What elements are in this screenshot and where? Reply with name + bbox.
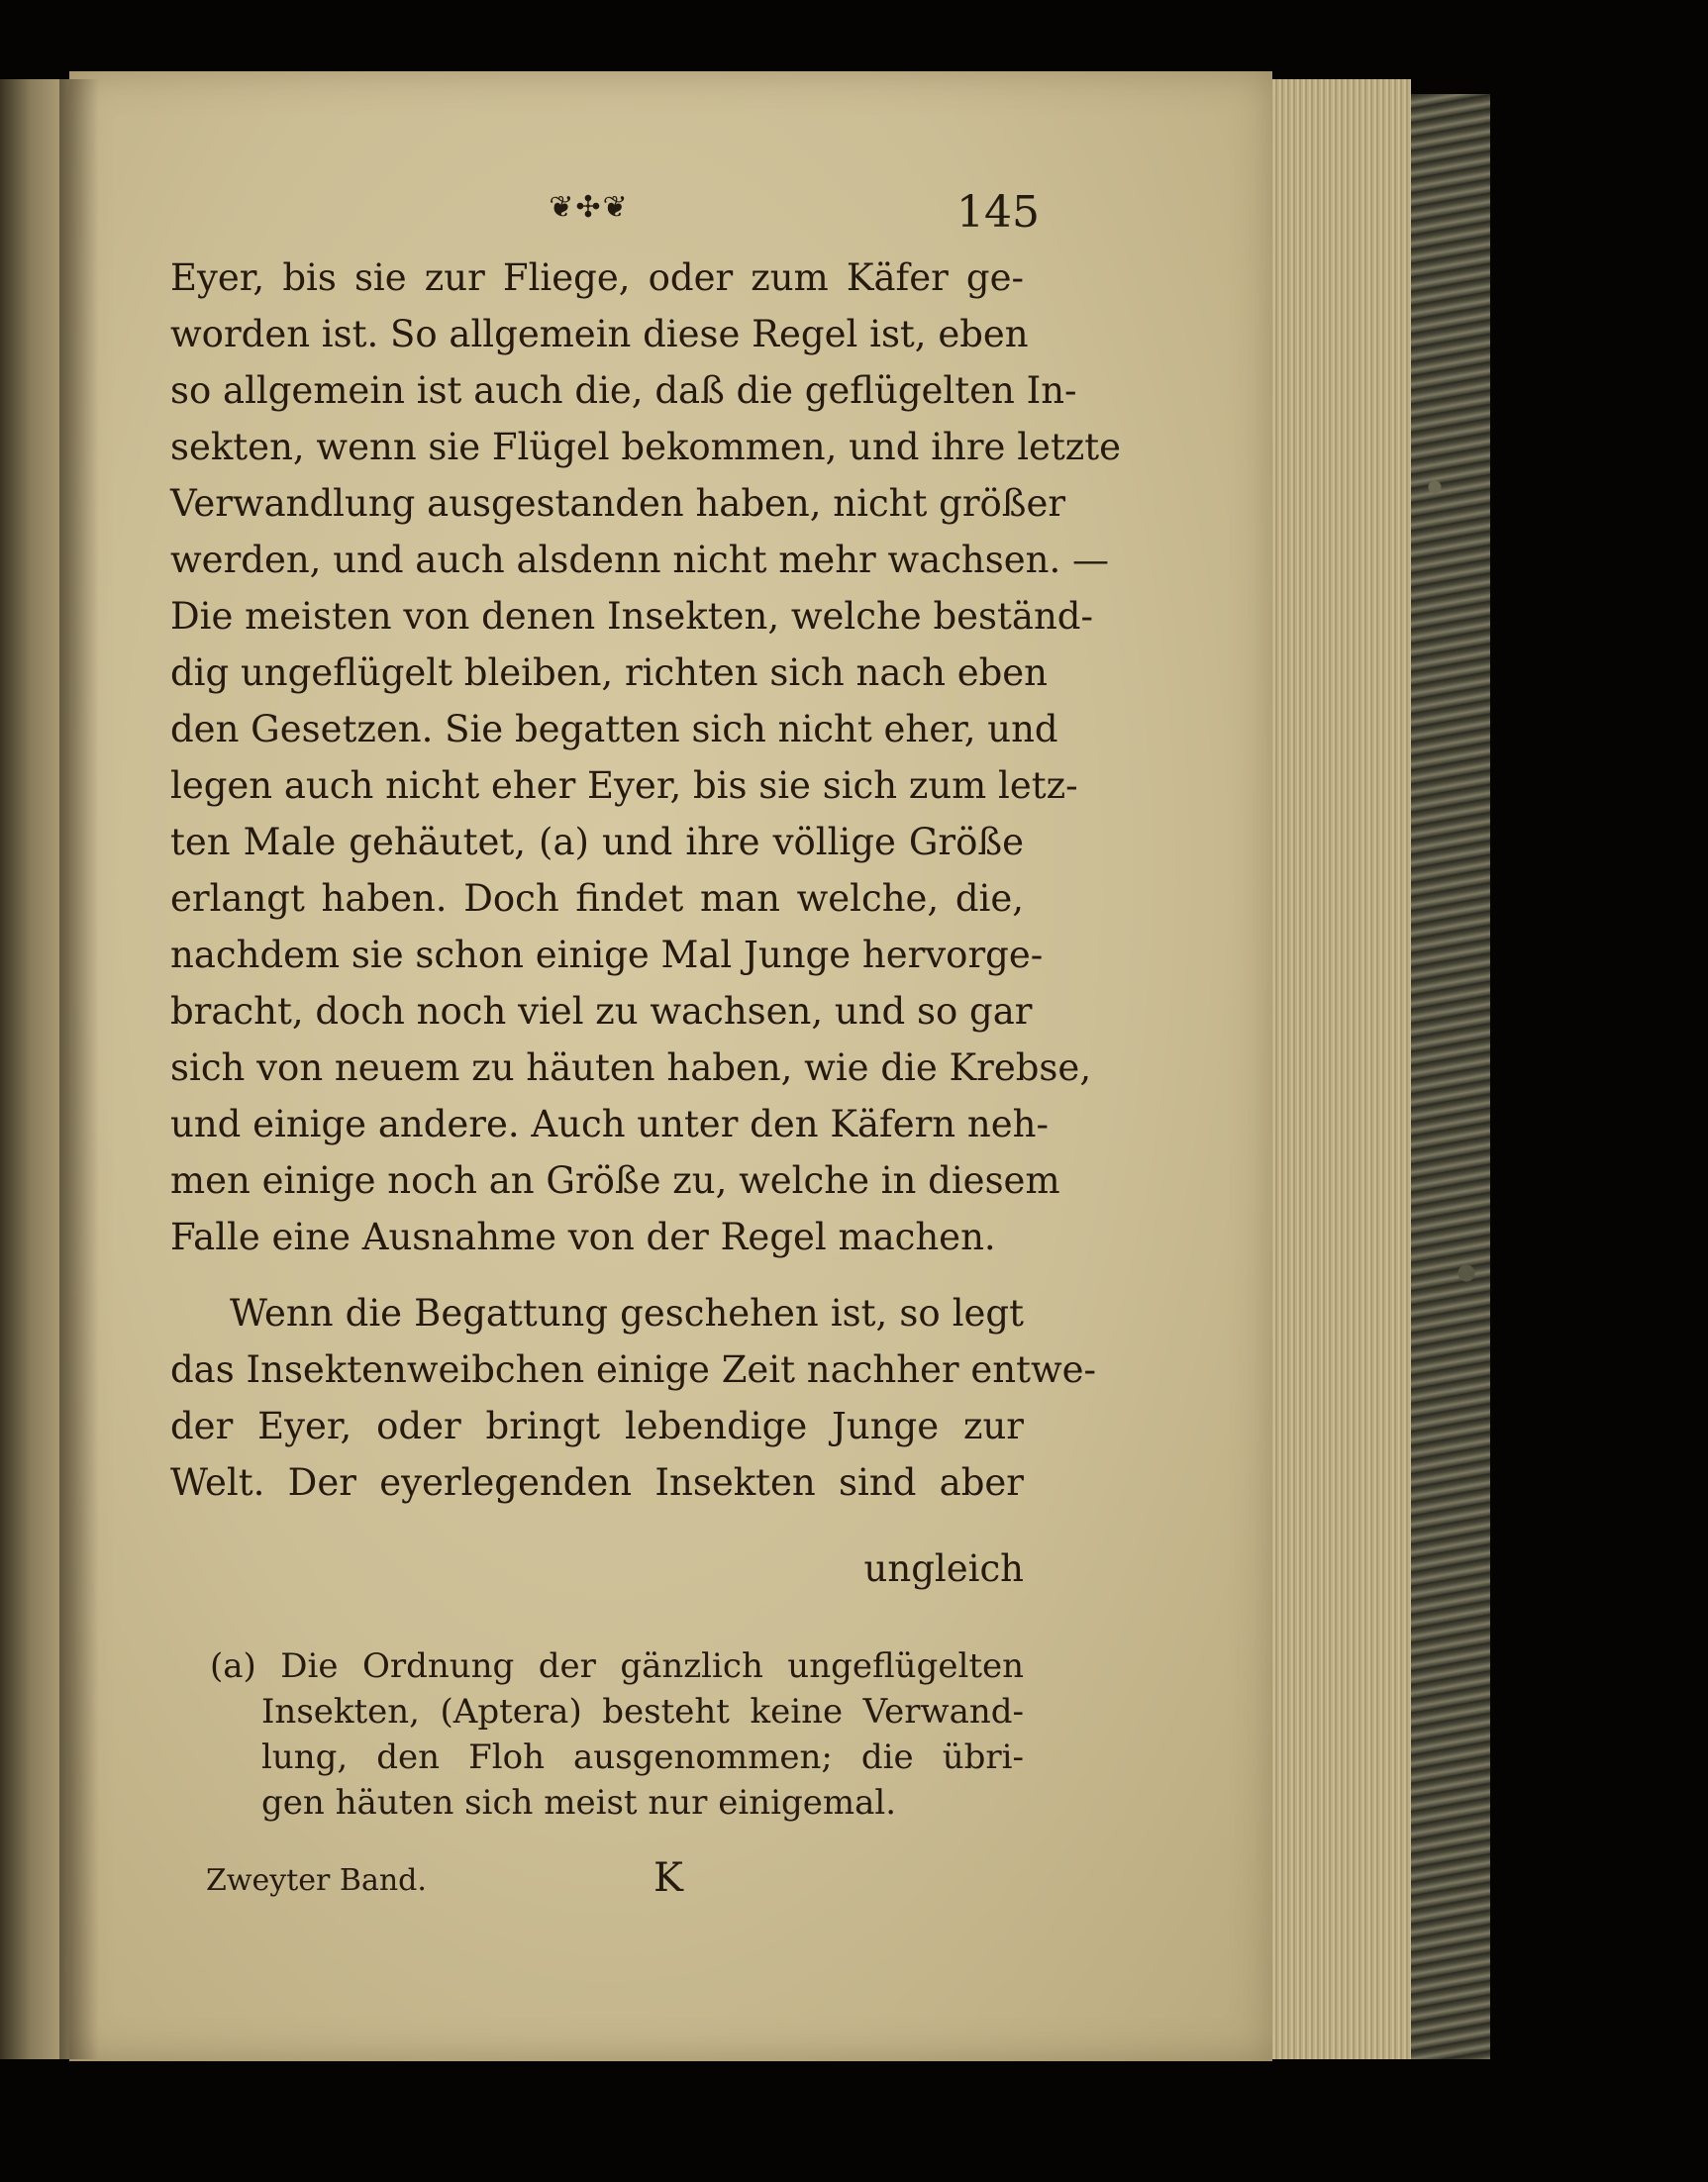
text-line: dig ungeflügelt bleiben, richten sich nach eben (170, 651, 1049, 694)
footnote-line: Insekten, (Aptera) besteht keine Verwand- (261, 1692, 1024, 1732)
text-line: der Eyer, oder bringt lebendige Junge zur (170, 1405, 1024, 1447)
footnote-line: lung, den Floh ausgenommen; die übri- (261, 1737, 1024, 1777)
text-line: Wenn die Begattung geschehen ist, so legt (230, 1292, 1024, 1335)
catchword: ungleich (863, 1547, 1024, 1590)
main-text-block (170, 249, 1122, 1511)
footnote-line: gen häuten sich meist nur einigemal. (261, 1783, 897, 1823)
text-line: und einige andere. Auch unter den Käfern neh- (170, 1103, 1049, 1145)
text-line: legen auch nicht eher Eyer, bis sie sich zum letz- (170, 764, 1078, 807)
text-line: men einige noch an Größe zu, welche in diesem (170, 1159, 1060, 1202)
text-line: den Gesetzen. Sie begatten sich nicht eher, und (170, 708, 1058, 750)
text-line: ten Male gehäutet, (a) und ihre völlige Größe (170, 821, 1024, 863)
text-line: Falle eine Ausnahme von der Regel machen. (170, 1216, 996, 1258)
volume-signature: Zweyter Band. (206, 1863, 427, 1898)
text-line: Die meisten von denen Insekten, welche beständ- (170, 595, 1093, 638)
paragraph-gap (170, 1265, 1024, 1285)
header-ornament: ❦✣❦ (549, 190, 630, 225)
page-edges-stack (1272, 79, 1411, 2059)
signature-mark: K (653, 1855, 683, 1901)
marbled-cover (1411, 94, 1490, 2059)
text-line: nachdem sie schon einige Mal Junge hervorge- (170, 934, 1044, 976)
footnote (210, 1643, 1024, 1826)
text-line: erlangt haben. Doch findet man welche, die, (170, 877, 1024, 920)
text-line: werden, und auch alsdenn nicht mehr wachsen. — (170, 539, 1109, 581)
text-line: so allgemein ist auch die, daß die geflügelten In- (170, 369, 1077, 412)
text-line: bracht, doch noch viel zu wachsen, und so gar (170, 990, 1033, 1033)
footnote-line: (a) Die Ordnung der gänzlich ungeflügelten (210, 1646, 1024, 1686)
gutter-shadow (59, 79, 99, 2059)
page-number: 145 (956, 187, 1040, 238)
text-line: worden ist. So allgemein diese Regel ist, eben (170, 313, 1029, 355)
text-line: Eyer, bis sie zur Fliege, oder zum Käfer ge- (170, 256, 1024, 299)
text-line: Verwandlung ausgestanden haben, nicht größer (170, 482, 1066, 525)
text-line: sekten, wenn sie Flügel bekommen, und ihre letzte (170, 426, 1122, 468)
text-line: das Insektenweibchen einige Zeit nachher entwe- (170, 1348, 1097, 1391)
text-line: Welt. Der eyerlegenden Insekten sind aber (170, 1461, 1024, 1504)
text-line: sich von neuem zu häuten haben, wie die Krebse, (170, 1046, 1092, 1089)
